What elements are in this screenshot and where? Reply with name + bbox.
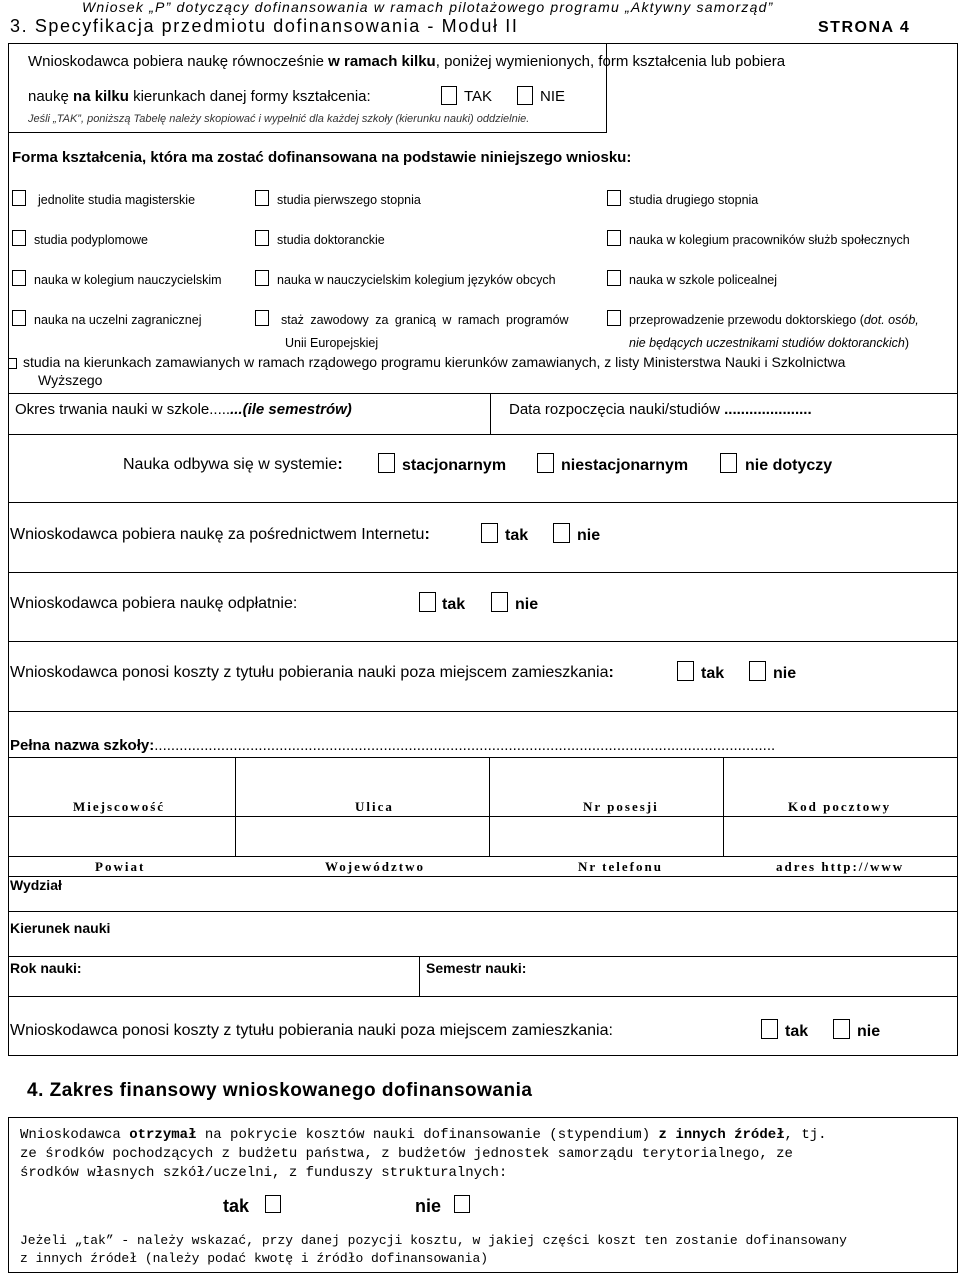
intro-nie-checkbox[interactable] (517, 86, 533, 105)
col-header-voivodeship: Województwo (325, 859, 425, 874)
checkbox[interactable] (255, 190, 269, 206)
section-4-nie-label: nie (415, 1196, 442, 1216)
section-title: 3. Specyfikacja przedmiotu dofinansowania - Moduł II (10, 16, 519, 36)
form-option-6[interactable]: nauka w kolegium nauczycielskim (12, 270, 222, 287)
intro-note: Jeśli „TAK”, poniższą Tabelę należy skopiować i wypełnić dla każdej szkoły (kierunku nauki) oddzielnie. (28, 113, 530, 125)
section-4-paragraph: Wnioskodawca otrzymał na pokrycie kosztów nauki dofinansowanie (stypendium) z innych źródeł, tj. ze środków pochodzących z budżetu państwa, z budżetów jednostek samorządu terytorialnego, ze środków własnych szkół/uczelni, z funduszy strukturalnych: (20, 1127, 827, 1181)
intro-nie-label: NIE (540, 88, 566, 105)
divider (8, 757, 958, 758)
divider (8, 996, 958, 997)
col-header-postal-code: Kod pocztowy (788, 799, 892, 814)
paid-nie-checkbox[interactable] (491, 592, 508, 612)
internet-label: Wnioskodawca pobiera naukę za pośrednictwem Internetu: (10, 526, 430, 543)
checkbox[interactable] (607, 230, 621, 246)
divider (723, 757, 724, 856)
form-option-11[interactable]: przeprowadzenie przewodu doktorskiego (dot. osób, (607, 310, 919, 327)
system-nonstationary-checkbox[interactable] (537, 453, 554, 473)
school-costs-nie-label: nie (857, 1023, 881, 1040)
major-label: Kierunek nauki (10, 920, 111, 936)
col-header-county: Powiat (95, 859, 146, 874)
costs-tak-label: tak (701, 665, 725, 682)
checkbox[interactable] (607, 310, 621, 326)
paid-nie-label: nie (515, 596, 539, 613)
divider (8, 711, 958, 712)
paid-tak-checkbox[interactable] (419, 592, 436, 612)
form-option-7[interactable]: nauka w nauczycielskim kolegium języków obcych (255, 270, 556, 287)
intro-tak-checkbox[interactable] (441, 86, 457, 105)
internet-tak-label: tak (505, 527, 529, 544)
form-option-3[interactable]: studia podyplomowe (12, 230, 148, 247)
checkbox[interactable] (12, 310, 26, 326)
form-option-ordered[interactable]: studia na kierunkach zamawianych w ramach rządowego programu kierunków zamawianych, z listy Ministerstwa Nauki i Szkolnictwa (8, 354, 845, 370)
document-subtitle: Wniosek „P” dotyczący dofinansowania w ramach pilotażowego programu „Aktywny samorząd” (82, 0, 774, 15)
divider (8, 876, 958, 877)
system-na-label: nie dotyczy (745, 457, 833, 474)
divider (606, 43, 607, 133)
system-nonstationary-label: niestacjonarnym (561, 457, 689, 474)
paid-tak-label: tak (442, 596, 466, 613)
divider (8, 132, 606, 133)
divider (8, 502, 958, 503)
form-option-8[interactable]: nauka w szkole policealnej (607, 270, 777, 287)
page-label: STRONA 4 (818, 19, 911, 36)
checkbox[interactable] (607, 270, 621, 286)
costs-label: Wnioskodawca ponosi koszty z tytułu pobierania nauki poza miejscem zamieszkania: (10, 664, 614, 681)
col-header-street: Ulica (355, 799, 394, 814)
col-header-house-number: Nr posesji (583, 799, 659, 814)
internet-nie-label: nie (577, 527, 601, 544)
school-costs-tak-checkbox[interactable] (761, 1019, 778, 1039)
checkbox[interactable] (12, 270, 26, 286)
form-option-2[interactable]: studia drugiego stopnia (607, 190, 758, 207)
paid-label: Wnioskodawca pobiera naukę odpłatnie: (10, 595, 298, 612)
section-4-note: Jeżeli „tak” - należy wskazać, przy danej pozycji kosztu, w jakiej części koszt ten zostanie dofinansowany z innych źródeł (należy podać kwotę i źródło dofinansowania) (20, 1233, 847, 1266)
costs-nie-label: nie (773, 665, 797, 682)
checkbox[interactable] (8, 358, 17, 369)
year-label: Rok nauki: (10, 960, 82, 976)
form-option-5[interactable]: nauka w kolegium pracowników służb społecznych (607, 230, 910, 247)
system-stationary-label: stacjonarnym (402, 457, 507, 474)
intro-line-2: naukę na kilku kierunkach danej formy kształcenia: (28, 88, 371, 105)
divider (8, 434, 958, 435)
school-costs-nie-checkbox[interactable] (833, 1019, 850, 1039)
school-name-field[interactable]: Pełna nazwa szkoły:..................................................................................................................................................... (10, 737, 776, 754)
checkbox[interactable] (12, 190, 26, 206)
system-row: Nauka odbywa się w systemie: (123, 456, 343, 473)
internet-tak-checkbox[interactable] (481, 523, 498, 543)
divider (419, 956, 420, 996)
semester-label: Semestr nauki: (426, 960, 527, 976)
section-4-tak-checkbox[interactable] (265, 1195, 281, 1213)
costs-tak-checkbox[interactable] (677, 661, 694, 681)
start-date-label: Data rozpoczęcia nauki/studiów ..................... (509, 401, 812, 418)
faculty-label: Wydział (10, 877, 62, 893)
divider (490, 393, 491, 434)
form-option-ordered-line2: Wyższego (38, 372, 103, 388)
school-costs-tak-label: tak (785, 1023, 809, 1040)
section-4-tak-label: tak (223, 1196, 250, 1216)
checkbox[interactable] (255, 230, 269, 246)
checkbox[interactable] (12, 230, 26, 246)
divider (8, 956, 958, 957)
divider (8, 856, 958, 857)
system-stationary-checkbox[interactable] (378, 453, 395, 473)
form-option-10-line2: Unii Europejskiej (285, 336, 379, 350)
divider (8, 641, 958, 642)
duration-label: Okres trwania nauki w szkole........(ile semestrów) (15, 401, 352, 418)
forms-heading: Forma kształcenia, która ma zostać dofinansowana na podstawie niniejszego wniosku: (12, 149, 632, 166)
section-4-title: 4. Zakres finansowy wnioskowanego dofinansowania (27, 1080, 533, 1101)
divider (489, 757, 490, 856)
divider (8, 393, 958, 394)
section-4-nie-checkbox[interactable] (454, 1195, 470, 1213)
costs-nie-checkbox[interactable] (749, 661, 766, 681)
col-header-phone: Nr telefonu (578, 859, 663, 874)
divider (8, 911, 958, 912)
form-option-4[interactable]: studia doktoranckie (255, 230, 385, 247)
intro-line-1: Wnioskodawca pobiera naukę równocześnie w ramach kilku, poniżej wymienionych, form kształcenia lub pobiera (28, 53, 786, 70)
school-costs-label: Wnioskodawca ponosi koszty z tytułu pobierania nauki poza miejscem zamieszkania: (10, 1022, 613, 1039)
system-na-checkbox[interactable] (720, 453, 737, 473)
divider (235, 757, 236, 856)
intro-tak-label: TAK (464, 88, 493, 105)
internet-nie-checkbox[interactable] (553, 523, 570, 543)
col-header-website: adres http://www (776, 859, 905, 874)
divider (8, 572, 958, 573)
form-option-1[interactable]: studia pierwszego stopnia (255, 190, 421, 207)
checkbox[interactable] (607, 190, 621, 206)
form-option-9[interactable]: nauka na uczelni zagranicznej (12, 310, 201, 327)
divider (8, 816, 958, 817)
form-option-10[interactable]: staż zawodowy za granicą w ramach programów (255, 310, 569, 327)
form-option-0[interactable]: jednolite studia magisterskie (12, 190, 195, 207)
form-option-11-line2: nie będących uczestnikami studiów doktoranckich) (629, 336, 910, 350)
checkbox[interactable] (255, 310, 269, 326)
col-header-city: Miejscowość (73, 799, 166, 814)
checkbox[interactable] (255, 270, 269, 286)
